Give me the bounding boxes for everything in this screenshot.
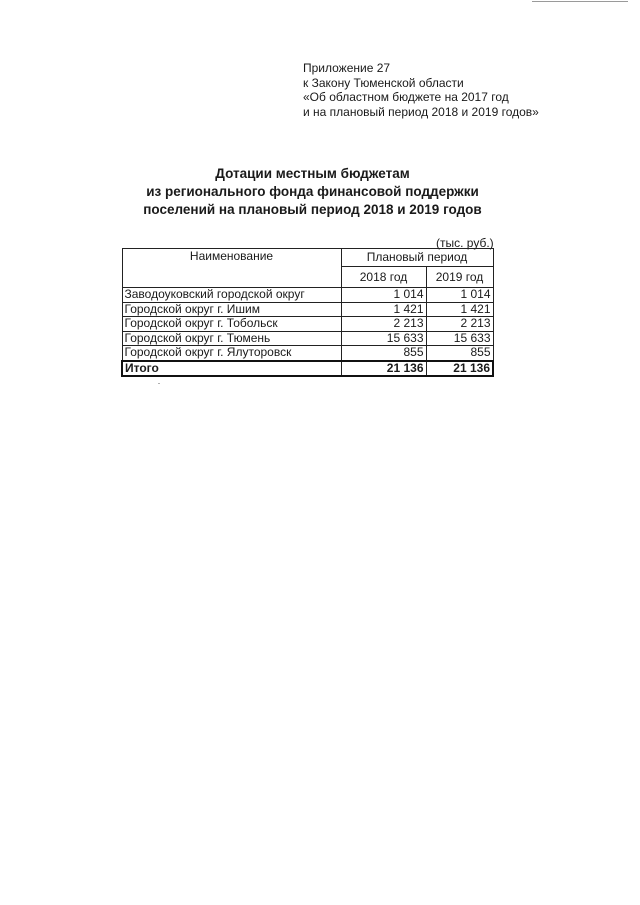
- amount-2018: 1 014: [341, 288, 426, 303]
- appendix-line: «Об областном бюджете на 2017 год: [303, 90, 509, 104]
- title-line: из регионального фонда финансовой поддержки: [146, 184, 479, 199]
- table-row: [122, 302, 493, 317]
- municipality-name: Городской округ г. Ялуторовск: [122, 346, 341, 361]
- table-row: [122, 288, 493, 303]
- amount-2019: 2 213: [426, 317, 493, 332]
- column-header-2019: 2019 год: [426, 267, 493, 288]
- amount-2018: 2 213: [341, 317, 426, 332]
- table-row: [122, 331, 493, 346]
- municipality-name: Городской округ г. Тобольск: [122, 317, 341, 332]
- amount-2018: 855: [341, 346, 426, 361]
- document-title: [60, 165, 565, 219]
- table-row: [122, 346, 493, 361]
- amount-2019: 15 633: [426, 331, 493, 346]
- table-header-row: [122, 249, 493, 267]
- total-2018: 21 136: [341, 361, 426, 377]
- column-header-name: Наименование: [122, 249, 341, 288]
- amount-2018: 1 421: [341, 302, 426, 317]
- column-header-period: Плановый период: [341, 249, 493, 267]
- scan-speck: [158, 383, 160, 384]
- amount-2019: 855: [426, 346, 493, 361]
- amount-2019: 1 014: [426, 288, 493, 303]
- total-2019: 21 136: [426, 361, 493, 377]
- amount-2018: 15 633: [341, 331, 426, 346]
- municipality-name: Городской округ г. Ишим: [122, 302, 341, 317]
- table-row: [122, 317, 493, 332]
- municipality-name: Заводоуковский городской округ: [122, 288, 341, 303]
- table-total-row: [122, 361, 493, 377]
- appendix-line: и на плановый период 2018 и 2019 годов»: [303, 104, 539, 119]
- appendix-reference: [303, 61, 623, 119]
- scan-edge-mark: [532, 1, 628, 2]
- column-header-2018: 2018 год: [341, 267, 426, 288]
- total-label: Итого: [122, 361, 341, 377]
- appendix-line: Приложение 27: [303, 61, 391, 75]
- subsidies-table: [121, 248, 494, 377]
- municipality-name: Городской округ г. Тюмень: [122, 331, 341, 346]
- title-line: Дотации местным бюджетам: [215, 166, 410, 181]
- amount-2019: 1 421: [426, 302, 493, 317]
- units-label: (тыс. руб.): [436, 236, 494, 250]
- title-line: поселений на плановый период 2018 и 2019 годов: [143, 202, 482, 217]
- appendix-line: к Закону Тюменской области: [303, 75, 464, 90]
